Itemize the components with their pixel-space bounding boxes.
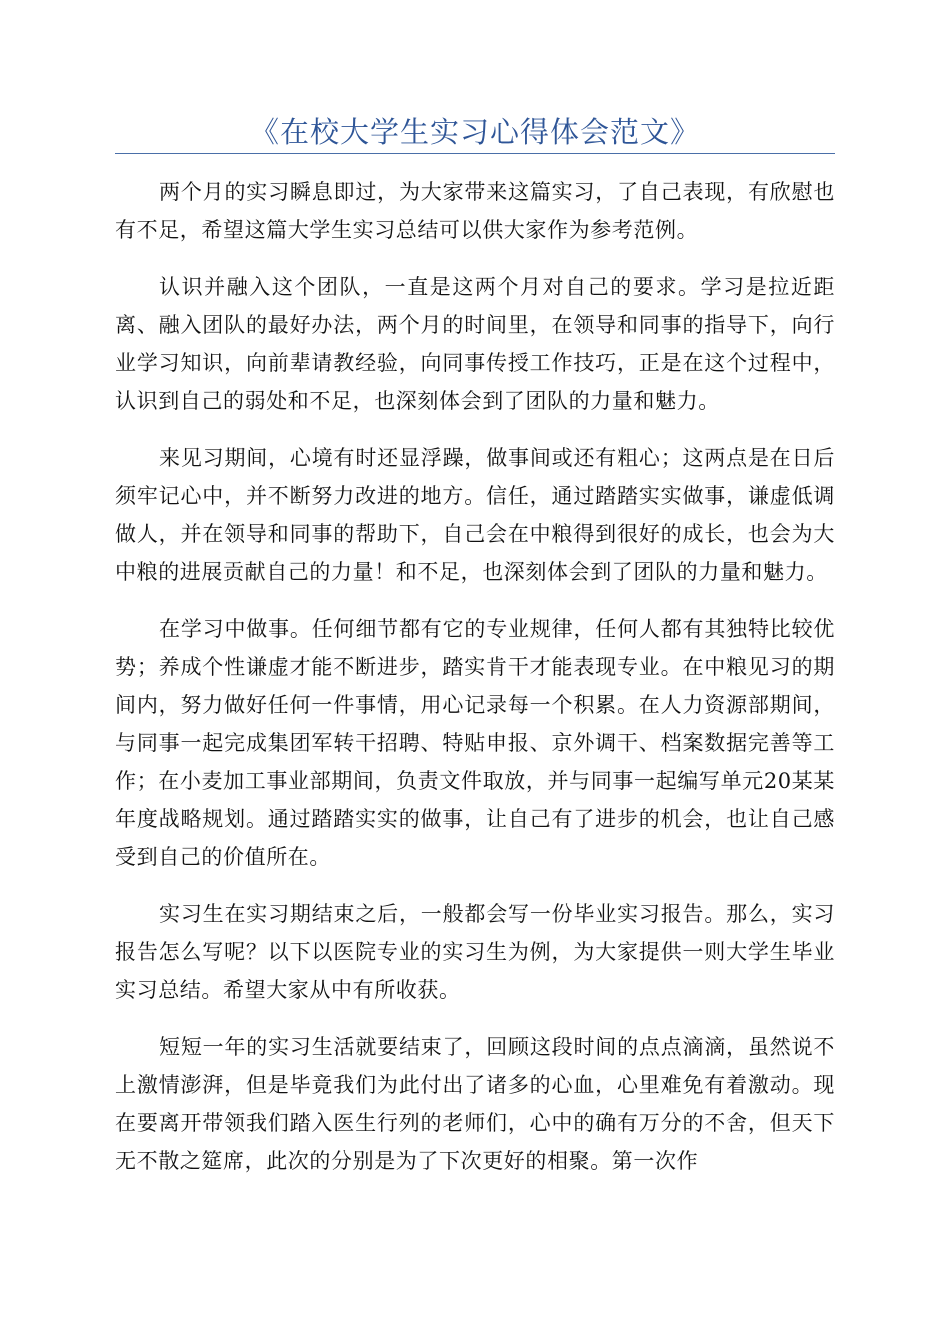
document-body	[115, 173, 835, 1199]
document-title: 《在校大学生实习心得体会范文》	[249, 115, 700, 149]
paragraph: 在学习中做事。任何细节都有它的专业规律，任何人都有其独特比较优势；养成个性谦虚才能不断进步，踏实肯干才能表现专业。在中粮见习的期间内，努力做好任何一件事情，用心记录每一个积累。在人力资源部期间，与同事一起完成集团军转干招聘、特贴申报、京外调干、档案数据完善等工作；在小麦加工事业部期间，负责文件取放，并与同事一起编写单元20某某年度战略规划。通过踏踏实实的做事，让自己有了进步的机会，也让自己感受到自己的价值所在。	[115, 617, 835, 869]
paragraph: 短短一年的实习生活就要结束了，回顾这段时间的点点滴滴，虽然说不上激情澎湃，但是毕竟我们为此付出了诸多的心血，心里难免有着激动。现在要离开带领我们踏入医生行列的老师们，心中的确有万分的不舍，但天下无不散之筵席，此次的分别是为了下次更好的相聚。第一次作	[115, 1035, 835, 1173]
paragraph: 实习生在实习期结束之后，一般都会写一份毕业实习报告。那么，实习报告怎么写呢？以下以医院专业的实习生为例，为大家提供一则大学生毕业实习总结。希望大家从中有所收获。	[115, 902, 835, 1002]
paragraph: 两个月的实习瞬息即过，为大家带来这篇实习，了自己表现，有欣慰也有不足，希望这篇大学生实习总结可以供大家作为参考范例。	[115, 180, 835, 242]
paragraph: 来见习期间，心境有时还显浮躁，做事间或还有粗心；这两点是在日后须牢记心中，并不断努力改进的地方。信任，通过踏踏实实做事，谦虚低调做人，并在领导和同事的帮助下，自己会在中粮得到很好的成长，也会为大中粮的进展贡献自己的力量！和不足，也深刻体会到了团队的力量和魅力。	[115, 446, 835, 584]
title-underline	[115, 153, 835, 154]
paragraph: 认识并融入这个团队，一直是这两个月对自己的要求。学习是拉近距离、融入团队的最好办法，两个月的时间里，在领导和同事的指导下，向行业学习知识，向前辈请教经验，向同事传授工作技巧，正是在这个过程中，认识到自己的弱处和不足，也深刻体会到了团队的力量和魅力。	[115, 275, 835, 413]
